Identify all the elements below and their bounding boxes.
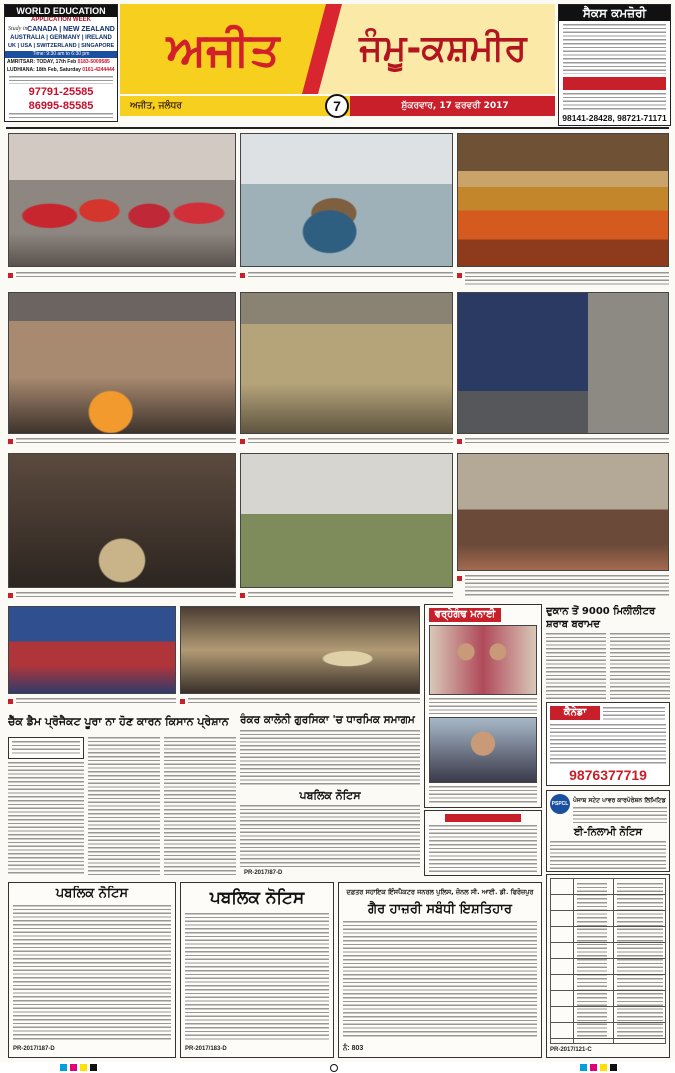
clinic-ad-banner bbox=[563, 77, 666, 90]
caption-row4-2 bbox=[180, 697, 420, 709]
print-registration-bar bbox=[0, 1062, 675, 1073]
canada-ad-title: ਕੈਨੇਡਾ bbox=[550, 706, 600, 720]
liquor-body-col-1 bbox=[546, 633, 606, 699]
public-notice-mid-body bbox=[240, 805, 420, 869]
absence-notice-ref: ਨੰ: 803 bbox=[343, 1045, 364, 1052]
ad-amritsar-date: AMRITSAR: TODAY, 17th Feb bbox=[7, 59, 77, 65]
caption-row2-1 bbox=[8, 437, 236, 449]
public-notice-left-ref: PR-2017/187-D bbox=[13, 1046, 55, 1052]
caption-row3-3 bbox=[457, 574, 669, 598]
e-auction-table bbox=[546, 874, 670, 1058]
clinic-ad-address bbox=[563, 93, 666, 111]
pspcl-title: ਪੰਜਾਬ ਸਟੇਟ ਪਾਵਰ ਕਾਰਪੋਰੇਸ਼ਨ ਲਿਮਿਟਿਡ bbox=[573, 797, 666, 804]
absence-notice-body bbox=[343, 921, 537, 1039]
e-auction-ref: PR-2017/121-C bbox=[550, 1047, 592, 1053]
absence-notice-office: ਦਫ਼ਤਰ ਸਹਾਇਕ ਇੰਸਪੈਕਟਰ ਜਨਰਲ ਪੁਲਿਸ, ਜ਼ੋਨਲ ਸੀ. ਆਈ. ਡੀ. ਫਿਰੋਜ਼ਪੁਰ bbox=[346, 888, 534, 896]
ad-time: Time: 9:30 am to 6:30 pm bbox=[5, 51, 117, 58]
anniversary-caption-1 bbox=[429, 698, 537, 714]
check-dam-col-3 bbox=[164, 737, 236, 876]
ad-phone-2: 86995-85585 bbox=[28, 100, 94, 112]
ad-small-text bbox=[9, 76, 113, 84]
e-auction-items bbox=[617, 883, 663, 1039]
ad-city-ludhiana bbox=[7, 67, 115, 74]
registration-magenta bbox=[70, 1064, 77, 1071]
caption-row2-3 bbox=[457, 437, 669, 449]
public-notice-bottom bbox=[180, 882, 334, 1058]
registration-yellow-2 bbox=[600, 1064, 607, 1071]
e-auction-dates bbox=[577, 883, 607, 1039]
photo-armored-vehicle bbox=[457, 292, 669, 434]
registration-cyan bbox=[60, 1064, 67, 1071]
page-number: 7 bbox=[325, 94, 349, 118]
registration-magenta-2 bbox=[590, 1064, 597, 1071]
photo-portrait bbox=[429, 717, 537, 783]
public-notice-left bbox=[8, 882, 176, 1058]
caption-row4-1 bbox=[8, 697, 176, 709]
caption-row3-2 bbox=[240, 591, 453, 603]
ad-ludhiana-phone: 0161-4244444 bbox=[82, 67, 115, 73]
photo-workers-bales bbox=[457, 453, 669, 571]
world-education-ad bbox=[4, 4, 118, 122]
anniversary-box bbox=[424, 604, 542, 808]
pspcl-notice bbox=[546, 790, 670, 872]
pspcl-logo-icon: PSPCL bbox=[550, 794, 570, 814]
caption-row1-1 bbox=[8, 271, 236, 283]
caption-row1-3 bbox=[457, 271, 669, 287]
photo-cleanliness-drive bbox=[240, 453, 453, 588]
newspaper-name: ਅਜੀਤ bbox=[166, 22, 280, 76]
ad-city-amritsar bbox=[7, 59, 115, 66]
clinic-ad-text bbox=[563, 24, 666, 74]
photo-seated-gathering bbox=[8, 453, 236, 588]
registration-black bbox=[90, 1064, 97, 1071]
photo-shikara-boat bbox=[240, 133, 453, 267]
ad-phone-1: 97791-25585 bbox=[28, 86, 94, 98]
ad-title: WORLD EDUCATION bbox=[5, 5, 117, 17]
clinic-ad bbox=[558, 4, 671, 126]
photo-anniversary-couple bbox=[429, 625, 537, 695]
photo-team-group bbox=[8, 606, 176, 694]
check-dam-col-1 bbox=[8, 762, 84, 876]
religious-event-body bbox=[240, 730, 420, 786]
canada-ad-tagline bbox=[603, 707, 665, 721]
check-dam-headline: ਚੈੱਕ ਡੈਮ ਪ੍ਰੋਜੈਕਟ ਪੂਰਾ ਨਾ ਹੋਣ ਕਾਰਨ ਕਿਸਾਨ ਪ੍ਰੇਸ਼ਾਨ bbox=[8, 715, 229, 728]
religious-event-headline: ਰੰਕਰ ਕਾਲੋਨੀ ਗੁਰਸਿਕਾ 'ਚ ਧਾਰਮਿਕ ਸਮਾਗਮ bbox=[240, 714, 415, 726]
photo-food-stall bbox=[457, 133, 669, 267]
public-notice-left-body bbox=[13, 905, 171, 1041]
business-notice bbox=[424, 810, 542, 876]
dateline-place: ਅਜੀਤ, ਜਲੰਧਰ bbox=[130, 101, 182, 111]
registration-black-2 bbox=[610, 1064, 617, 1071]
ad-ludhiana-date: LUDHIANA: 18th Feb, Saturday bbox=[7, 67, 81, 73]
clinic-ad-title: ਸੈਕਸ ਕਮਜ਼ੋਰੀ bbox=[559, 5, 670, 21]
ad-study-in: Study in bbox=[8, 26, 28, 32]
liquor-body-col-2 bbox=[610, 633, 670, 699]
canada-ad-text bbox=[550, 724, 666, 764]
caption-row3-1 bbox=[8, 591, 236, 603]
anniversary-caption-2 bbox=[429, 786, 537, 804]
ad-countries-3: UK | USA | SWITZERLAND | SINGAPORE bbox=[8, 43, 114, 49]
dateline-date: ਸ਼ੁੱਕਰਵਾਰ, 17 ਫਰਵਰੀ 2017 bbox=[401, 101, 509, 111]
anniversary-headline: ਵਰ੍ਹੇਗੰਢ ਮਨਾਈ bbox=[429, 608, 501, 622]
photo-officials-meeting bbox=[180, 606, 420, 694]
photo-bonfire-protest bbox=[8, 292, 236, 434]
ad-amritsar-phone: 0183-5009585 bbox=[77, 59, 110, 65]
public-notice-bottom-body bbox=[185, 913, 329, 1041]
canada-immigration-ad bbox=[546, 702, 670, 786]
ad-subtitle: APPLICATION WEEK bbox=[31, 17, 91, 23]
public-notice-left-title: ਪਬਲਿਕ ਨੋਟਿਸ bbox=[55, 886, 129, 901]
check-dam-byline bbox=[8, 737, 84, 759]
registration-target-icon bbox=[330, 1064, 338, 1072]
caption-row1-2 bbox=[240, 271, 453, 283]
absence-notice-title: ਗੈਰ ਹਾਜ਼ਰੀ ਸਬੰਧੀ ਇਸ਼ਤਿਹਾਰ bbox=[368, 902, 512, 917]
public-notice-bottom-title: ਪਬਲਿਕ ਨੋਟਿਸ bbox=[209, 888, 305, 908]
clinic-ad-phones: 98141-28428, 98721-71171 bbox=[562, 113, 667, 123]
registration-cyan-2 bbox=[580, 1064, 587, 1071]
pspcl-address bbox=[573, 807, 667, 823]
liquor-headline: ਦੁਕਾਨ ਤੋਂ 9000 ਮਿਲੀਲੀਟਰ ਸ਼ਰਾਬ ਬਰਾਮਦ bbox=[546, 606, 656, 630]
photo-police-crowd bbox=[240, 292, 453, 434]
edition-name: ਜੰਮੂ-ਕਸ਼ਮੀਰ bbox=[359, 28, 527, 69]
ad-footer-text bbox=[9, 113, 113, 120]
pspcl-notice-title: ਈ-ਨਿਲਾਮੀ ਨੋਟਿਸ bbox=[573, 827, 643, 838]
check-dam-col-2 bbox=[88, 737, 160, 876]
public-notice-bottom-ref: PR-2017/183-D bbox=[185, 1046, 227, 1052]
public-notice-mid-ref: PR-2017/87-D bbox=[244, 870, 283, 876]
masthead bbox=[120, 4, 555, 94]
pspcl-notice-body bbox=[550, 841, 666, 869]
ad-countries-2: AUSTRALIA | GERMANY | IRELAND bbox=[10, 35, 112, 41]
photo-dance-performance bbox=[8, 133, 236, 267]
business-notice-heading bbox=[445, 814, 521, 822]
business-notice-body bbox=[429, 825, 537, 873]
public-notice-mid-title: ਪਬਲਿਕ ਨੋਟਿਸ bbox=[299, 789, 361, 802]
caption-row2-2 bbox=[240, 437, 453, 449]
canada-ad-phone: 9876377719 bbox=[569, 767, 647, 783]
registration-yellow bbox=[80, 1064, 87, 1071]
absence-notice bbox=[338, 882, 542, 1058]
header-rule bbox=[6, 127, 669, 129]
ad-countries-1: CANADA | NEW ZEALAND bbox=[27, 26, 115, 33]
